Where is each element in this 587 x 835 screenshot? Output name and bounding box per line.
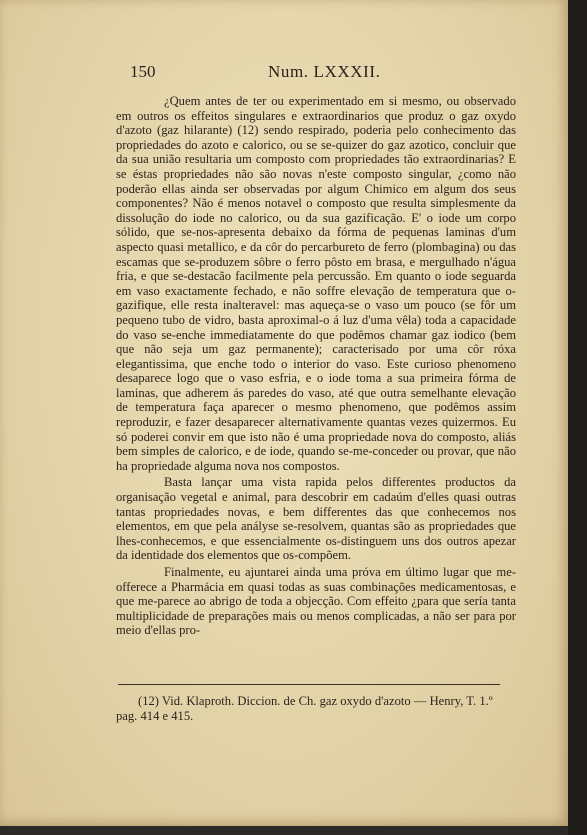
footnote-text: (12) Vid. Klaproth. Diccion. de Ch. gaz oxydo d'azoto — Henry, T. 1.º pag. 414 e 415. bbox=[116, 694, 493, 723]
paragraph: Finalmente, eu ajuntarei ainda uma próva em último lugar que me-offerece a Pharmácia em quasi todas as suas combinações medicamentosas, e que me-parece ao abrigo de toda a objecção. Com effeito ¿para que sería tanta multiplicidade de preparações mais ou menos complicadas, a não ser para por meio d'ellas pro- bbox=[116, 565, 516, 638]
page-number: 150 bbox=[130, 62, 156, 81]
footnote-rule bbox=[118, 684, 500, 685]
running-head: Num. LXXXII. bbox=[268, 62, 381, 81]
paragraph: Basta lançar uma vista rapida pelos differentes productos da organisação vegetal e animal, para descobrir em cadaúm d'elles quasi outras tantas propriedades novas, e bem differentes das que conhecemos nos elementos, em que pela análysе se-resolvem, quantas são as propriedades que lhes-conhecemos, e que essencialmente os-distinguem uns dos outros apezar da identidade dos elementos que os-compõem. bbox=[116, 475, 516, 563]
footnote bbox=[116, 694, 508, 724]
scan-edge-bottom bbox=[0, 826, 568, 835]
body-text bbox=[116, 94, 516, 638]
scan-edge-right bbox=[568, 0, 587, 835]
paragraph: ¿Quem antes de ter ou experimentado em si mesmo, ou observado em outros os effeitos singulares e extraordinarios que produz o gaz oxydo d'azoto (gaz hilarante) (12) sendo respirado, poderia pelo conhecimento das propriedades do azoto e calorico, ou se se-quizer do gaz azotico, concluir que da sua união resultaria um composto com propriedades tão extraordinarias? E se éstas propriedades não são novas n'este composto singular, ¿como não poderão ellas ainda ser observadas por algum Chimico em algum dos seus componentes? Não é menos notavel o composto que resulta simplesmente da dissolução do iode no calorico, ou da sua gazificação. E' o iode um corpo sólido, que se-nos-apresenta debaixo da fórma de pequenas laminas d'um aspecto quasi metallico, e da côr do percarbureto de ferro (plombagina) ou das escamas que se-produzem sôbre o ferro pôsto em brasa, e mergulhado n'água fria, e que se-destacão facilmente pela percussão. Em quanto o iode seguarda em vaso exactamente fechado, e não soffre elevação de temperatura que o-gazifique, elle resta inalteravel: mas aqueça-se o vaso um pouco (se fôr um pequeno tubo de vidro, basta aproximal-o á luz d'uma vêla) toda a capacidade do vaso se-enche immediatamente do que podêmos chamar gaz iodico (bem que não seja um gaz permanente); caracterisado por uma côr róxa elegantissima, que enche todo o interior do vaso. Este curioso phenomeno desaparece logo que o vaso esfria, e o iode toma a sua primeira fórma de laminas, que adherem ás paredes do vaso, até que outra semelhante elevação de temperatura faça aparecer o mesmo phenomeno, que podêmos assim reproduzir, e fazer desaparecer alternativamente quantas vezes quizermos. Eu só poderei convir em que isto não é uma propriedade nova do composto, aliás bem simples de calorico, e de iode, quando se-me-conceder ou provar, que não ha propriedade alguma nova nos compostos. bbox=[116, 94, 516, 473]
page-header bbox=[130, 62, 520, 86]
